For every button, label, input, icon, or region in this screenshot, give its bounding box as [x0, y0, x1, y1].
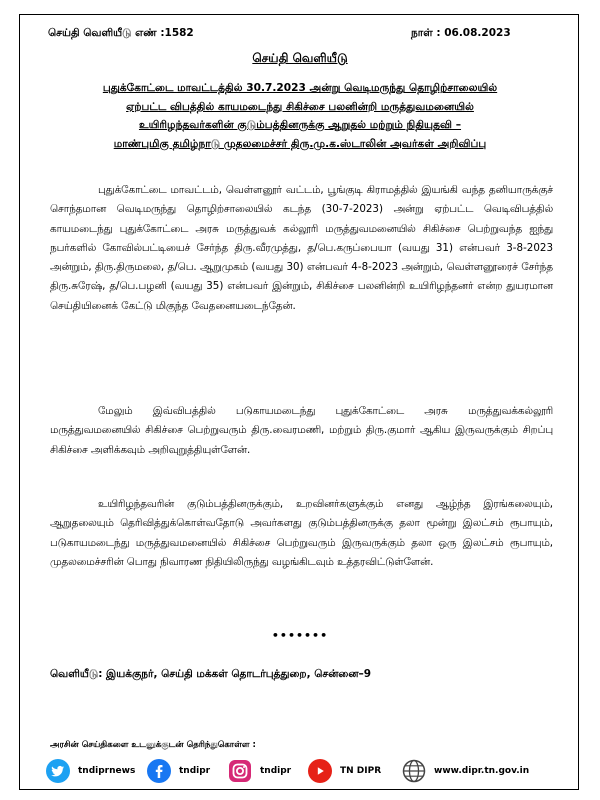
facebook-icon	[147, 759, 171, 783]
social-label: tndipr	[179, 766, 211, 776]
social-label: tndipr	[260, 766, 292, 776]
social-website[interactable]	[402, 758, 529, 784]
paragraph-text: புதுக்கோட்டை மாவட்டம், வெள்ளனூர் வட்டம், பூங்குடி கிராமத்தில் இயங்கி வந்த தனியாருக்குச் சொந்தமான வெடிமருந்து தொழிற்சாலையில் கடந்த (30-7-2023) அன்று ஏற்பட்ட வெடிவிபத்தில் காயமடைந்து புதுக்கோட்டை அரசு மருத்துவக் கல்லூரி மருத்துவமனையில் சிகிச்சை பெற்றுவந்த ஐந்து நபர்களில் கோவில்பட்டியைச் சேர்ந்த திரு.வீரமுத்து, த/பெ.கருப்பையா (வயது 31) என்பவர் 3-8-2023 அன்றும், திரு.திருமலை, த/பெ. ஆறுமுகம் (வயது 30) என்பவர் 4-8-2023 அன்றும், வெள்ளனூரைச் சேர்ந்த திரு.சுரேஷ், த/பெ.பழனி (வயது 35) என்பவர் இன்றும், சிகிச்சை பலனின்றி உயிரிழந்தனர் என்ற துயரமான செய்தியினைக் கேட்டு மிகுந்த வேதனையடைந்தேன்.	[50, 184, 553, 312]
headline-line: மாண்புமிகு தமிழ்நாடு முதலமைச்சர் திரு.மு.க.ஸ்டாலின் அவர்கள் அறிவிப்பு	[113, 137, 487, 150]
paragraph-3	[50, 495, 553, 572]
release-number: செய்தி வெளியீடு எண் :1582	[48, 27, 194, 39]
page-title	[0, 51, 600, 67]
paragraph-text: மேலும் இவ்விபத்தில் படுகாயமடைந்து புதுக்கோட்டை அரசு மருத்துவக்கல்லூரி மருத்துவமனையில் சிகிச்சை பெற்றுவரும் திரு.வைரமணி, மற்றும் திரு.குமார் ஆகிய இருவருக்கும் சிறப்பு சிகிச்சை அளிக்கவும் அறிவுறுத்தியுள்ளேன்.	[50, 405, 553, 456]
release-date: நாள் : 06.08.2023	[411, 27, 511, 39]
separator: •••••••	[271, 629, 329, 642]
follow-text: அரசின் செய்திகளை உடனுக்குடன் தெரிந்துகொள்ள :	[50, 740, 256, 750]
social-label: TN DIPR	[340, 766, 382, 776]
social-instagram[interactable]	[228, 758, 291, 784]
paragraph-text: உயிரிழந்தவரின் குடும்பத்தினருக்கும், உறவினர்களுக்கும் எனது ஆழ்ந்த இரங்கலையும், ஆறுதலையும் தெரிவித்துக்கொள்வதோடு அவர்களது குடும்பத்தினருக்கு தலா மூன்று இலட்சம் ரூபாயும், படுகாயமடைந்து மருத்துவமனையில் சிகிச்சை பெற்றுவரும் இருவருக்கும் தலா ஒரு இலட்சம் ரூபாயும், முதலமைச்சரின் பொது நிவாரண நிதியிலிருந்து வழங்கிடவும் உத்தரவிட்டுள்ளேன்.	[50, 498, 553, 568]
release-credit: வெளியீடு: இயக்குநர், செய்தி மக்கள் தொடர்புத்துறை, சென்னை–9	[50, 668, 372, 680]
paragraph-2	[50, 402, 553, 460]
twitter-icon	[46, 759, 70, 783]
globe-icon	[402, 759, 426, 783]
headline	[50, 79, 550, 153]
paragraph-1	[50, 181, 553, 316]
social-label: www.dipr.tn.gov.in	[434, 766, 530, 776]
social-facebook[interactable]	[147, 758, 210, 784]
headline-line: புதுக்கோட்டை மாவட்டத்தில் 30.7.2023 அன்று வெடிமருந்து தொழிற்சாலையில்	[102, 82, 498, 94]
page-title-text: செய்தி வெளியீடு	[252, 51, 348, 65]
social-links	[46, 758, 556, 784]
headline-line: ஏற்பட்ட விபத்தில் காயமடைந்து சிகிச்சை பலனின்றி மருத்துவமனையில்	[126, 100, 474, 113]
social-youtube[interactable]	[308, 758, 381, 784]
headline-line: உயிரிழந்தவர்களின் குடும்பத்தினருக்கு ஆறுதல் மற்றும் நிதியுதவி –	[138, 119, 462, 132]
youtube-icon	[308, 759, 332, 783]
social-label: tndiprnews	[78, 766, 136, 776]
instagram-icon	[228, 759, 252, 783]
social-twitter[interactable]	[46, 758, 135, 784]
